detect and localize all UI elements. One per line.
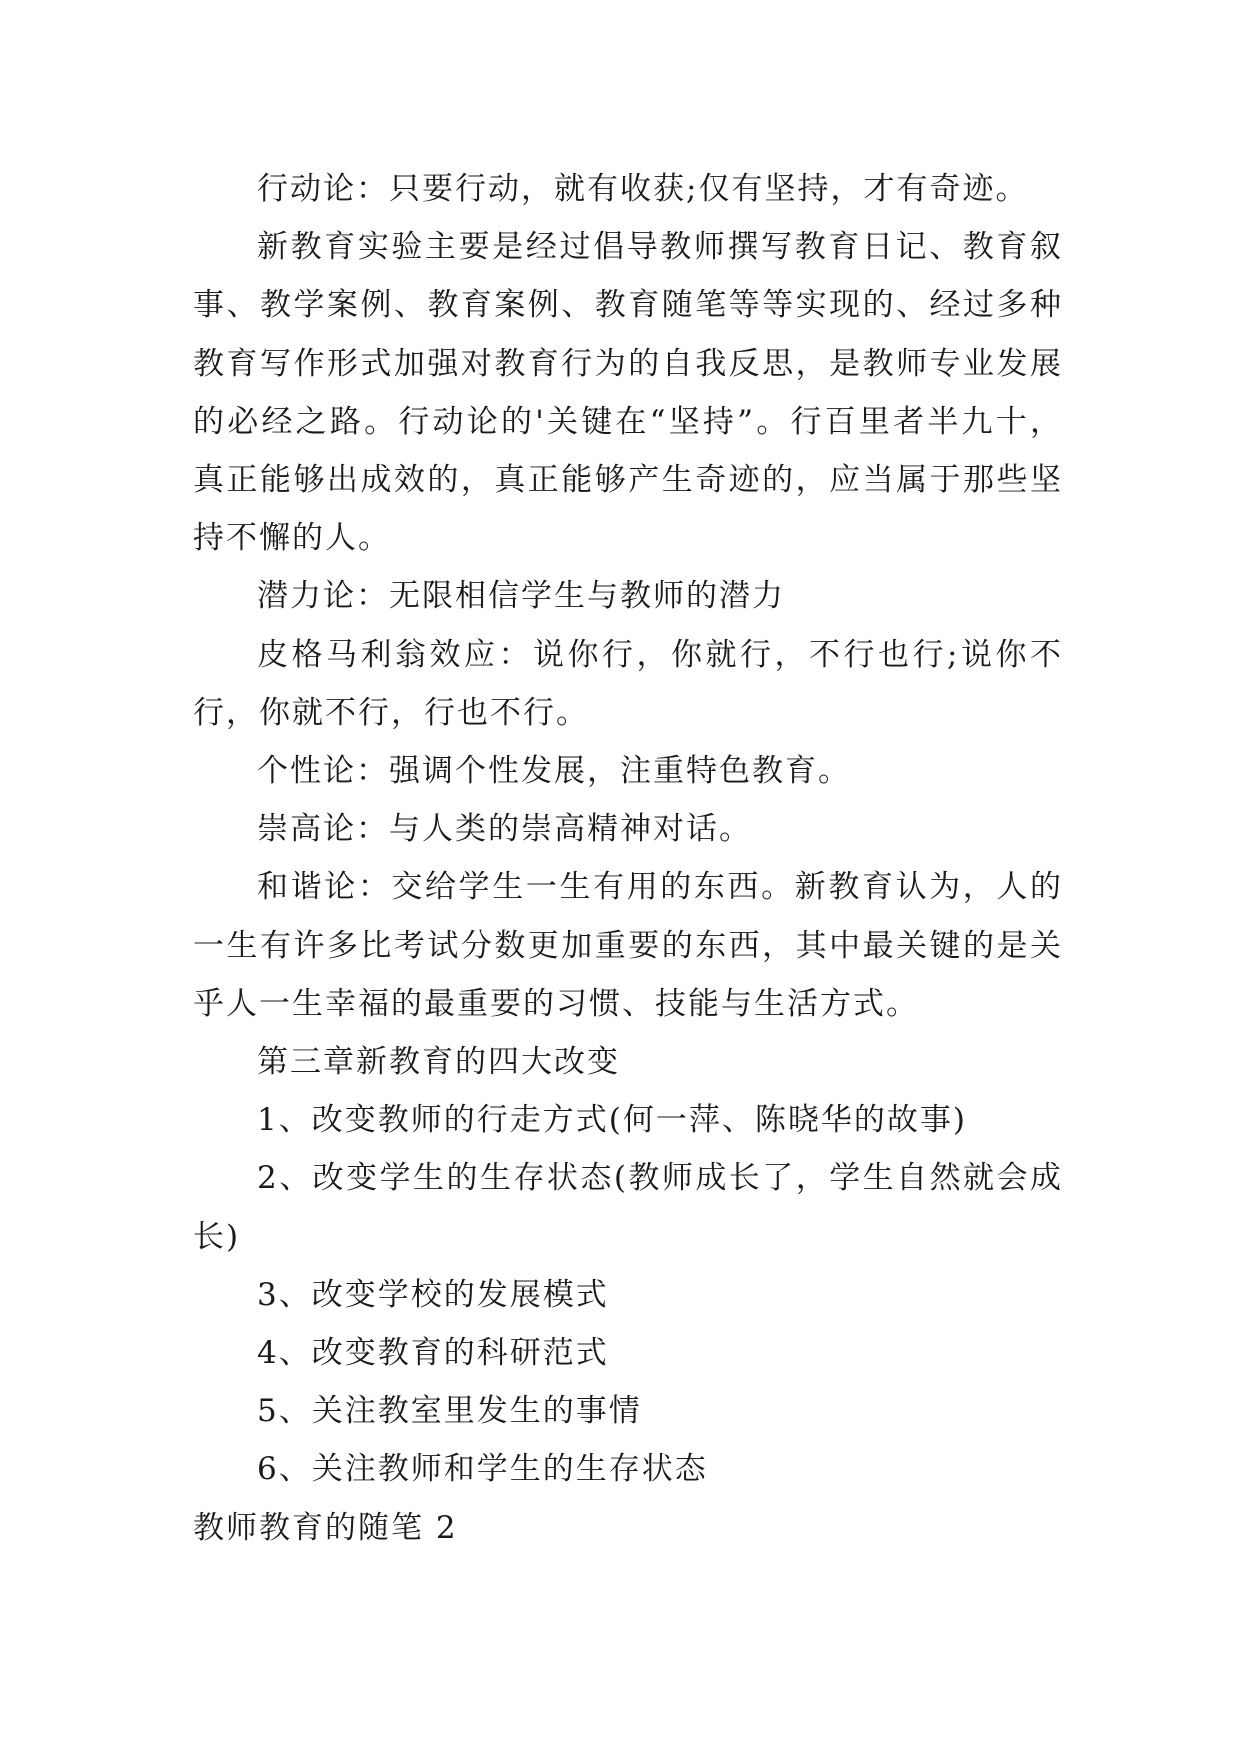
document-body <box>193 160 1063 1557</box>
list-item: 4、改变教育的科研范式 <box>257 1335 609 1372</box>
paragraph-harmony-theory: 和谐论：交给学生一生有用的东西。新教育认为，人的一生有许多比考试分数更加重要的东西，其中最关键的是关乎人一生幸福的最重要的习惯、技能与生活方式。 <box>193 869 1063 1022</box>
list-item: 1、改变教师的行走方式(何一萍、陈晓华的故事) <box>257 1102 967 1139</box>
paragraph-potential-theory: 潜力论：无限相信学生与教师的潜力 <box>257 578 785 615</box>
section-title: 教师教育的随笔 2 <box>193 1509 458 1546</box>
list-item: 5、关注教室里发生的事情 <box>257 1393 642 1430</box>
paragraph-sublime-theory: 崇高论：与人类的崇高精神对话。 <box>257 811 752 848</box>
paragraph-pygmalion-effect: 皮格马利翁效应：说你行，你就行，不行也行;说你不行，你就不行，行也不行。 <box>193 636 1063 731</box>
chapter-heading: 第三章新教育的四大改变 <box>257 1044 620 1081</box>
list-item: 2、改变学生的生存状态(教师成长了，学生自然就会成长) <box>193 1160 1063 1255</box>
list-item: 6、关注教师和学生的生存状态 <box>257 1451 708 1488</box>
paragraph-new-education-experiment: 新教育实验主要是经过倡导教师撰写教育日记、教育叙事、教学案例、教育案例、教育随笔等等实现的、经过多种教育写作形式加强对教育行为的自我反思，是教师专业发展的必经之路。行动论的'关键在“坚持”。行百里者半九十，真正能够出成效的，真正能够产生奇迹的，应当属于那些坚持不懈的人。 <box>193 229 1063 557</box>
list-item: 3、改变学校的发展模式 <box>257 1276 609 1313</box>
paragraph-individuality-theory: 个性论：强调个性发展，注重特色教育。 <box>257 753 851 790</box>
paragraph-action-theory: 行动论：只要行动，就有收获;仅有坚持，才有奇迹。 <box>257 171 1029 207</box>
